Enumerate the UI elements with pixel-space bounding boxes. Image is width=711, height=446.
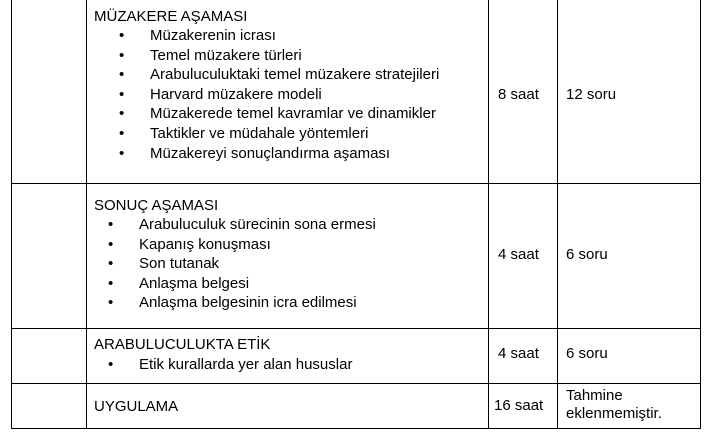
item-text: Harvard müzakere modeli [150, 85, 322, 103]
bullet-icon: • [108, 274, 114, 292]
list-item [119, 144, 439, 164]
list-item [108, 254, 376, 274]
topic-list [108, 355, 352, 375]
row-border [11, 183, 701, 184]
list-item [119, 104, 439, 124]
list-item [108, 293, 376, 313]
hours-value: 4 saat [498, 345, 539, 362]
hours-value: 8 saat [498, 86, 539, 103]
column-border [86, 0, 87, 429]
questions-value: Tahmine eklenmemiştir. [566, 387, 662, 422]
item-text: Anlaşma belgesi [139, 274, 250, 292]
section-title: SONUÇ AŞAMASI [94, 197, 219, 214]
list-item [119, 85, 439, 105]
section-title: ARABULUCULUKTA ETİK [94, 336, 271, 353]
item-text: Müzakereyi sonuçlandırma aşaması [150, 144, 391, 162]
row-border [11, 383, 701, 384]
bullet-icon: • [119, 124, 125, 142]
list-item [108, 355, 352, 375]
questions-value: 6 soru [566, 246, 608, 263]
list-item [108, 274, 376, 294]
item-text: Taktikler ve müdahale yöntemleri [150, 124, 369, 142]
bullet-icon: • [108, 216, 114, 233]
list-item [108, 235, 376, 255]
topic-list [108, 215, 376, 313]
bullet-icon: • [119, 85, 125, 103]
column-border [557, 0, 558, 429]
item-text: Müzakerede temel kavramlar ve dinamikler [150, 105, 436, 123]
column-border [11, 0, 12, 429]
section-title: UYGULAMA [94, 398, 179, 415]
bullet-icon: • [108, 294, 114, 312]
list-item [119, 46, 439, 66]
list-item [119, 26, 439, 46]
item-text: Son tutanak [139, 255, 220, 273]
hours-value: 16 saat [494, 397, 544, 414]
item-text: Etik kurallarda yer alan hususlar [139, 356, 353, 373]
item-text: Müzakerenin icrası [150, 27, 276, 44]
bullet-icon: • [119, 66, 125, 84]
column-border [700, 0, 701, 429]
hours-value: 4 saat [498, 246, 539, 263]
list-item [119, 65, 439, 85]
item-text: Arabuluculuktaki temel müzakere stratejileri [150, 66, 440, 84]
bullet-icon: • [108, 255, 114, 273]
column-border [488, 0, 489, 429]
section-title: MÜZAKERE AŞAMASI [94, 8, 248, 25]
questions-value: 12 soru [566, 86, 617, 103]
bullet-icon: • [108, 356, 114, 373]
list-item [119, 124, 439, 144]
list-item [108, 215, 376, 235]
bullet-icon: • [119, 46, 125, 64]
item-text: Kapanış konuşması [139, 235, 271, 253]
bullet-icon: • [119, 105, 125, 123]
item-text: Anlaşma belgesinin icra edilmesi [139, 294, 357, 312]
row-border [11, 428, 701, 429]
row-border [11, 328, 701, 329]
item-text: Arabuluculuk sürecinin sona ermesi [139, 216, 376, 233]
bullet-icon: • [119, 27, 125, 44]
topic-list [119, 26, 439, 163]
questions-value: 6 soru [566, 345, 608, 362]
bullet-icon: • [119, 144, 125, 162]
bullet-icon: • [108, 235, 114, 253]
item-text: Temel müzakere türleri [150, 46, 302, 64]
